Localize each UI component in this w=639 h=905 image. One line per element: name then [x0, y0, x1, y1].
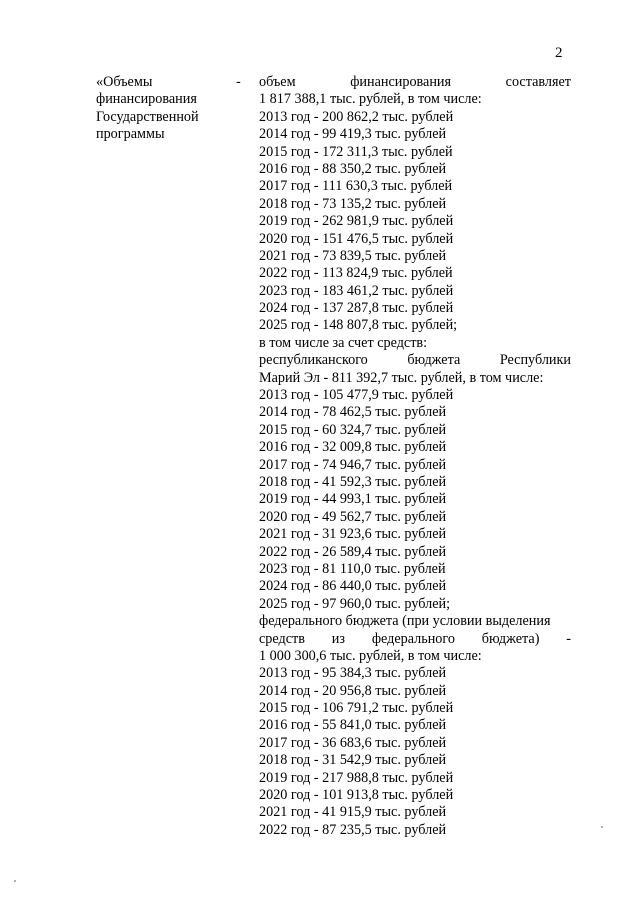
- intro-word: финансирования: [350, 74, 452, 90]
- republic-year-item: 2016 год - 32 009,8 тыс. рублей: [259, 439, 447, 456]
- total-year-item: 2020 год - 151 476,5 тыс. рублей: [259, 230, 454, 247]
- total-year-item: 2021 год - 73 839,5 тыс. рублей: [259, 247, 447, 264]
- republic-year-item: 2023 год - 81 110,0 тыс. рублей: [259, 560, 446, 577]
- republic-heading-line: [259, 352, 571, 369]
- label-dash: -: [236, 74, 241, 90]
- republic-year-item: 2025 год - 97 960,0 тыс. рублей;: [259, 595, 451, 612]
- republic-year-item: 2018 год - 41 592,3 тыс. рублей: [259, 473, 447, 490]
- federal-year-item: 2014 год - 20 956,8 тыс. рублей: [259, 682, 447, 699]
- federal-word: -: [566, 630, 571, 647]
- republic-year-item: 2017 год - 74 946,7 тыс. рублей: [259, 456, 447, 473]
- total-year-item: 2015 год - 172 311,3 тыс. рублей: [259, 143, 453, 160]
- federal-year-item: 2021 год - 41 915,9 тыс. рублей: [259, 804, 447, 821]
- federal-year-list: [259, 665, 571, 839]
- intro-line: [259, 74, 571, 91]
- republic-year-item: 2020 год - 49 562,7 тыс. рублей: [259, 508, 447, 525]
- total-year-list: [259, 109, 571, 335]
- federal-word: средств: [259, 630, 305, 647]
- total-amount-line: 1 817 388,1 тыс. рублей, в том числе:: [259, 91, 482, 108]
- intro-word: составляет: [505, 74, 571, 90]
- republic-year-list: [259, 387, 571, 613]
- total-year-item: 2019 год - 262 981,9 тыс. рублей: [259, 213, 454, 230]
- intro-word: объем: [259, 74, 296, 90]
- republic-year-item: 2015 год - 60 324,7 тыс. рублей: [259, 421, 447, 438]
- total-year-item: 2022 год - 113 824,9 тыс. рублей: [259, 265, 453, 282]
- page-number: 2: [555, 45, 563, 61]
- republic-year-item: 2013 год - 105 477,9 тыс. рублей: [259, 387, 454, 404]
- federal-word: из: [331, 630, 345, 647]
- label-line: Государственной: [96, 108, 199, 125]
- label-line: программы: [96, 126, 165, 143]
- federal-year-item: 2022 год - 87 235,5 тыс. рублей: [259, 821, 447, 838]
- federal-year-item: 2016 год - 55 841,0 тыс. рублей: [259, 717, 447, 734]
- sources-heading: в том числе за счет средств:: [259, 334, 428, 351]
- label-line: финансирования: [96, 91, 197, 108]
- republic-word: Республики: [499, 352, 571, 369]
- republic-word: бюджета: [407, 352, 461, 369]
- total-year-item: 2025 год - 148 807,8 тыс. рублей;: [259, 317, 458, 334]
- total-year-item: 2018 год - 73 135,2 тыс. рублей: [259, 195, 447, 212]
- republic-word: республиканского: [259, 352, 368, 369]
- federal-year-item: 2017 год - 36 683,6 тыс. рублей: [259, 734, 447, 751]
- total-year-item: 2013 год - 200 862,2 тыс. рублей: [259, 108, 454, 125]
- republic-year-item: 2024 год - 86 440,0 тыс. рублей: [259, 578, 447, 595]
- total-year-item: 2016 год - 88 350,2 тыс. рублей: [259, 160, 447, 177]
- republic-year-item: 2019 год - 44 993,1 тыс. рублей: [259, 491, 447, 508]
- federal-year-item: 2020 год - 101 913,8 тыс. рублей: [259, 787, 454, 804]
- scan-speck: [601, 826, 603, 828]
- passport-label: [96, 74, 236, 144]
- federal-heading-line: федерального бюджета (при условии выделения: [259, 613, 551, 630]
- federal-amount-line: 1 000 300,6 тыс. рублей, в том числе:: [259, 647, 482, 664]
- republic-year-item: 2022 год - 26 589,4 тыс. рублей: [259, 543, 447, 560]
- total-year-item: 2017 год - 111 630,3 тыс. рублей: [259, 178, 453, 195]
- federal-year-item: 2013 год - 95 384,3 тыс. рублей: [259, 665, 447, 682]
- total-year-item: 2023 год - 183 461,2 тыс. рублей: [259, 282, 454, 299]
- federal-word: федерального: [371, 630, 455, 647]
- federal-year-item: 2019 год - 217 988,8 тыс. рублей: [259, 769, 454, 786]
- republic-year-item: 2014 год - 78 462,5 тыс. рублей: [259, 404, 447, 421]
- republic-amount-line: Марий Эл - 811 392,7 тыс. рублей, в том числе:: [259, 369, 544, 386]
- federal-year-item: 2015 год - 106 791,2 тыс. рублей: [259, 700, 454, 717]
- label-line: «Объемы: [96, 74, 153, 90]
- total-year-item: 2024 год - 137 287,8 тыс. рублей: [259, 300, 454, 317]
- scan-speck: [14, 880, 16, 882]
- federal-word: бюджета): [481, 630, 540, 647]
- republic-year-item: 2021 год - 31 923,6 тыс. рублей: [259, 526, 447, 543]
- federal-heading-line-2: [259, 631, 571, 648]
- total-year-item: 2014 год - 99 419,3 тыс. рублей: [259, 126, 447, 143]
- funding-description: [259, 74, 571, 839]
- federal-year-item: 2018 год - 31 542,9 тыс. рублей: [259, 752, 447, 769]
